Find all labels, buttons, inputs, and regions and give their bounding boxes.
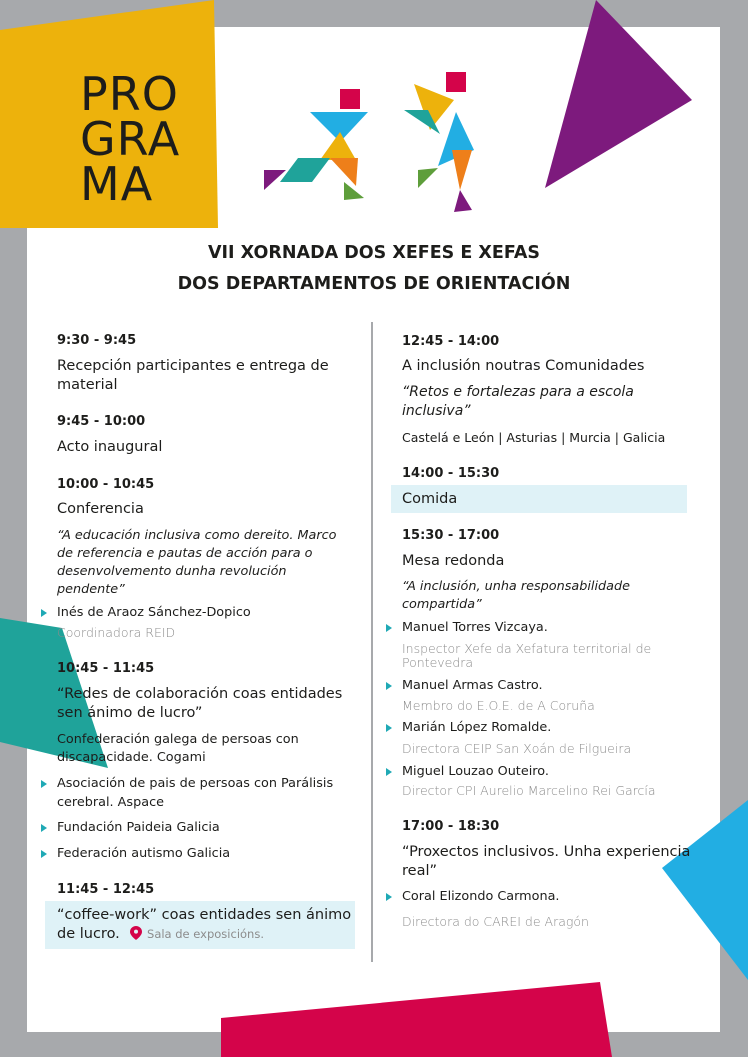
session-quote: “A educación inclusiva como dereito. Marco [57, 528, 337, 543]
programa-line-3: MA [80, 157, 154, 211]
cyan-triangle [662, 800, 748, 980]
location-pin-icon [130, 926, 142, 940]
speaker-role: Inspector Xefe da Xefatura territorial de [402, 641, 652, 656]
speaker-name: Coral Elizondo Carmona. [402, 889, 560, 904]
session-title: real” [402, 863, 437, 879]
programa-heading [80, 67, 181, 211]
session-title: Acto inaugural [57, 439, 163, 455]
organization-name: Fundación Paideia Galicia [57, 820, 220, 835]
bullet-arrow-icon [386, 624, 392, 632]
time-slot: 10:00 - 10:45 [57, 477, 155, 492]
column-divider [371, 322, 373, 962]
time-slot: 9:45 - 10:00 [57, 414, 146, 429]
crimson-band [221, 982, 612, 1057]
time-slot: 15:30 - 17:00 [402, 528, 500, 543]
programa-line-2: GRA [80, 112, 181, 166]
organization-name: Federación autismo Galicia [57, 846, 231, 861]
bullet-arrow-icon [41, 609, 47, 617]
session-title: Comida [402, 491, 458, 507]
session-title: sen ánimo de lucro” [57, 705, 203, 721]
speaker-role: Membro do E.O.E. de A Coruña [402, 698, 595, 713]
organization-name: discapacidade. Cogami [57, 750, 206, 765]
time-slot: 9:30 - 9:45 [57, 333, 137, 348]
session-title: “Proxectos inclusivos. Unha experiencia [402, 844, 691, 860]
speaker-name: Inés de Araoz Sánchez-Dopico [57, 605, 251, 620]
session-quote: compartida” [402, 597, 482, 612]
regions-list: Castelá e León | Asturias | Murcia | Galicia [402, 430, 666, 445]
session-quote: “Retos e fortalezas para a escola [402, 384, 634, 400]
session-title: Recepción participantes e entrega de [57, 358, 329, 374]
bullet-arrow-icon [41, 850, 47, 858]
organization-name: Asociación de pais de persoas con Parálisis [57, 776, 334, 791]
session-title: “coffee-work” coas entidades sen ánimo [57, 907, 352, 923]
purple-triangle [545, 0, 692, 188]
speaker-role: Pontevedra [402, 655, 474, 670]
speaker-role: Director CPI Aurelio Marcelino Rei García [402, 783, 656, 798]
session-quote: inclusiva” [402, 403, 471, 419]
bullet-arrow-icon [386, 893, 392, 901]
programa-line-1: PRO [80, 67, 179, 121]
organization-name: Confederación galega de persoas con [57, 732, 299, 747]
session-quote: de referencia e pautas de acción para o [57, 546, 313, 561]
speaker-role: Directora CEIP San Xoán de Filgueira [402, 741, 632, 756]
session-title-line-2 [57, 925, 264, 944]
bullet-arrow-icon [41, 780, 47, 788]
organization-name: cerebral. Aspace [57, 795, 164, 810]
bullet-arrow-icon [386, 682, 392, 690]
event-title-line-1: VII XORNADA DOS XEFES E XEFAS [208, 243, 540, 263]
session-title-text: de lucro. [57, 926, 120, 942]
speaker-name: Marián López Romalde. [402, 720, 552, 735]
session-title: material [57, 377, 118, 393]
speaker-name: Manuel Torres Vizcaya. [402, 620, 548, 635]
session-quote: “A inclusión, unha responsabilidade [402, 579, 630, 594]
session-quote: desenvolvemento dunha revolución [57, 564, 287, 579]
bullet-arrow-icon [386, 768, 392, 776]
tangram-figure-left [264, 89, 368, 200]
speaker-role: Directora do CAREI de Aragón [402, 914, 589, 929]
time-slot: 11:45 - 12:45 [57, 882, 155, 897]
time-slot: 12:45 - 14:00 [402, 334, 500, 349]
time-slot: 10:45 - 11:45 [57, 661, 155, 676]
bullet-arrow-icon [386, 724, 392, 732]
location-text: Sala de exposicións. [147, 927, 264, 941]
session-title: A inclusión noutras Comunidades [402, 358, 645, 374]
session-title: “Redes de colaboración coas entidades [57, 686, 343, 702]
speaker-name: Miguel Louzao Outeiro. [402, 764, 549, 779]
session-quote: pendente” [57, 582, 125, 597]
time-slot: 14:00 - 15:30 [402, 466, 500, 481]
time-slot: 17:00 - 18:30 [402, 819, 500, 834]
session-title: Conferencia [57, 501, 144, 517]
speaker-name: Manuel Armas Castro. [402, 678, 543, 693]
speaker-role: Coordinadora REID [57, 625, 176, 640]
event-title-line-2: DOS DEPARTAMENTOS DE ORIENTACIÓN [177, 274, 571, 294]
bullet-arrow-icon [41, 824, 47, 832]
session-title: Mesa redonda [402, 553, 505, 569]
tangram-figure-right [404, 72, 474, 212]
